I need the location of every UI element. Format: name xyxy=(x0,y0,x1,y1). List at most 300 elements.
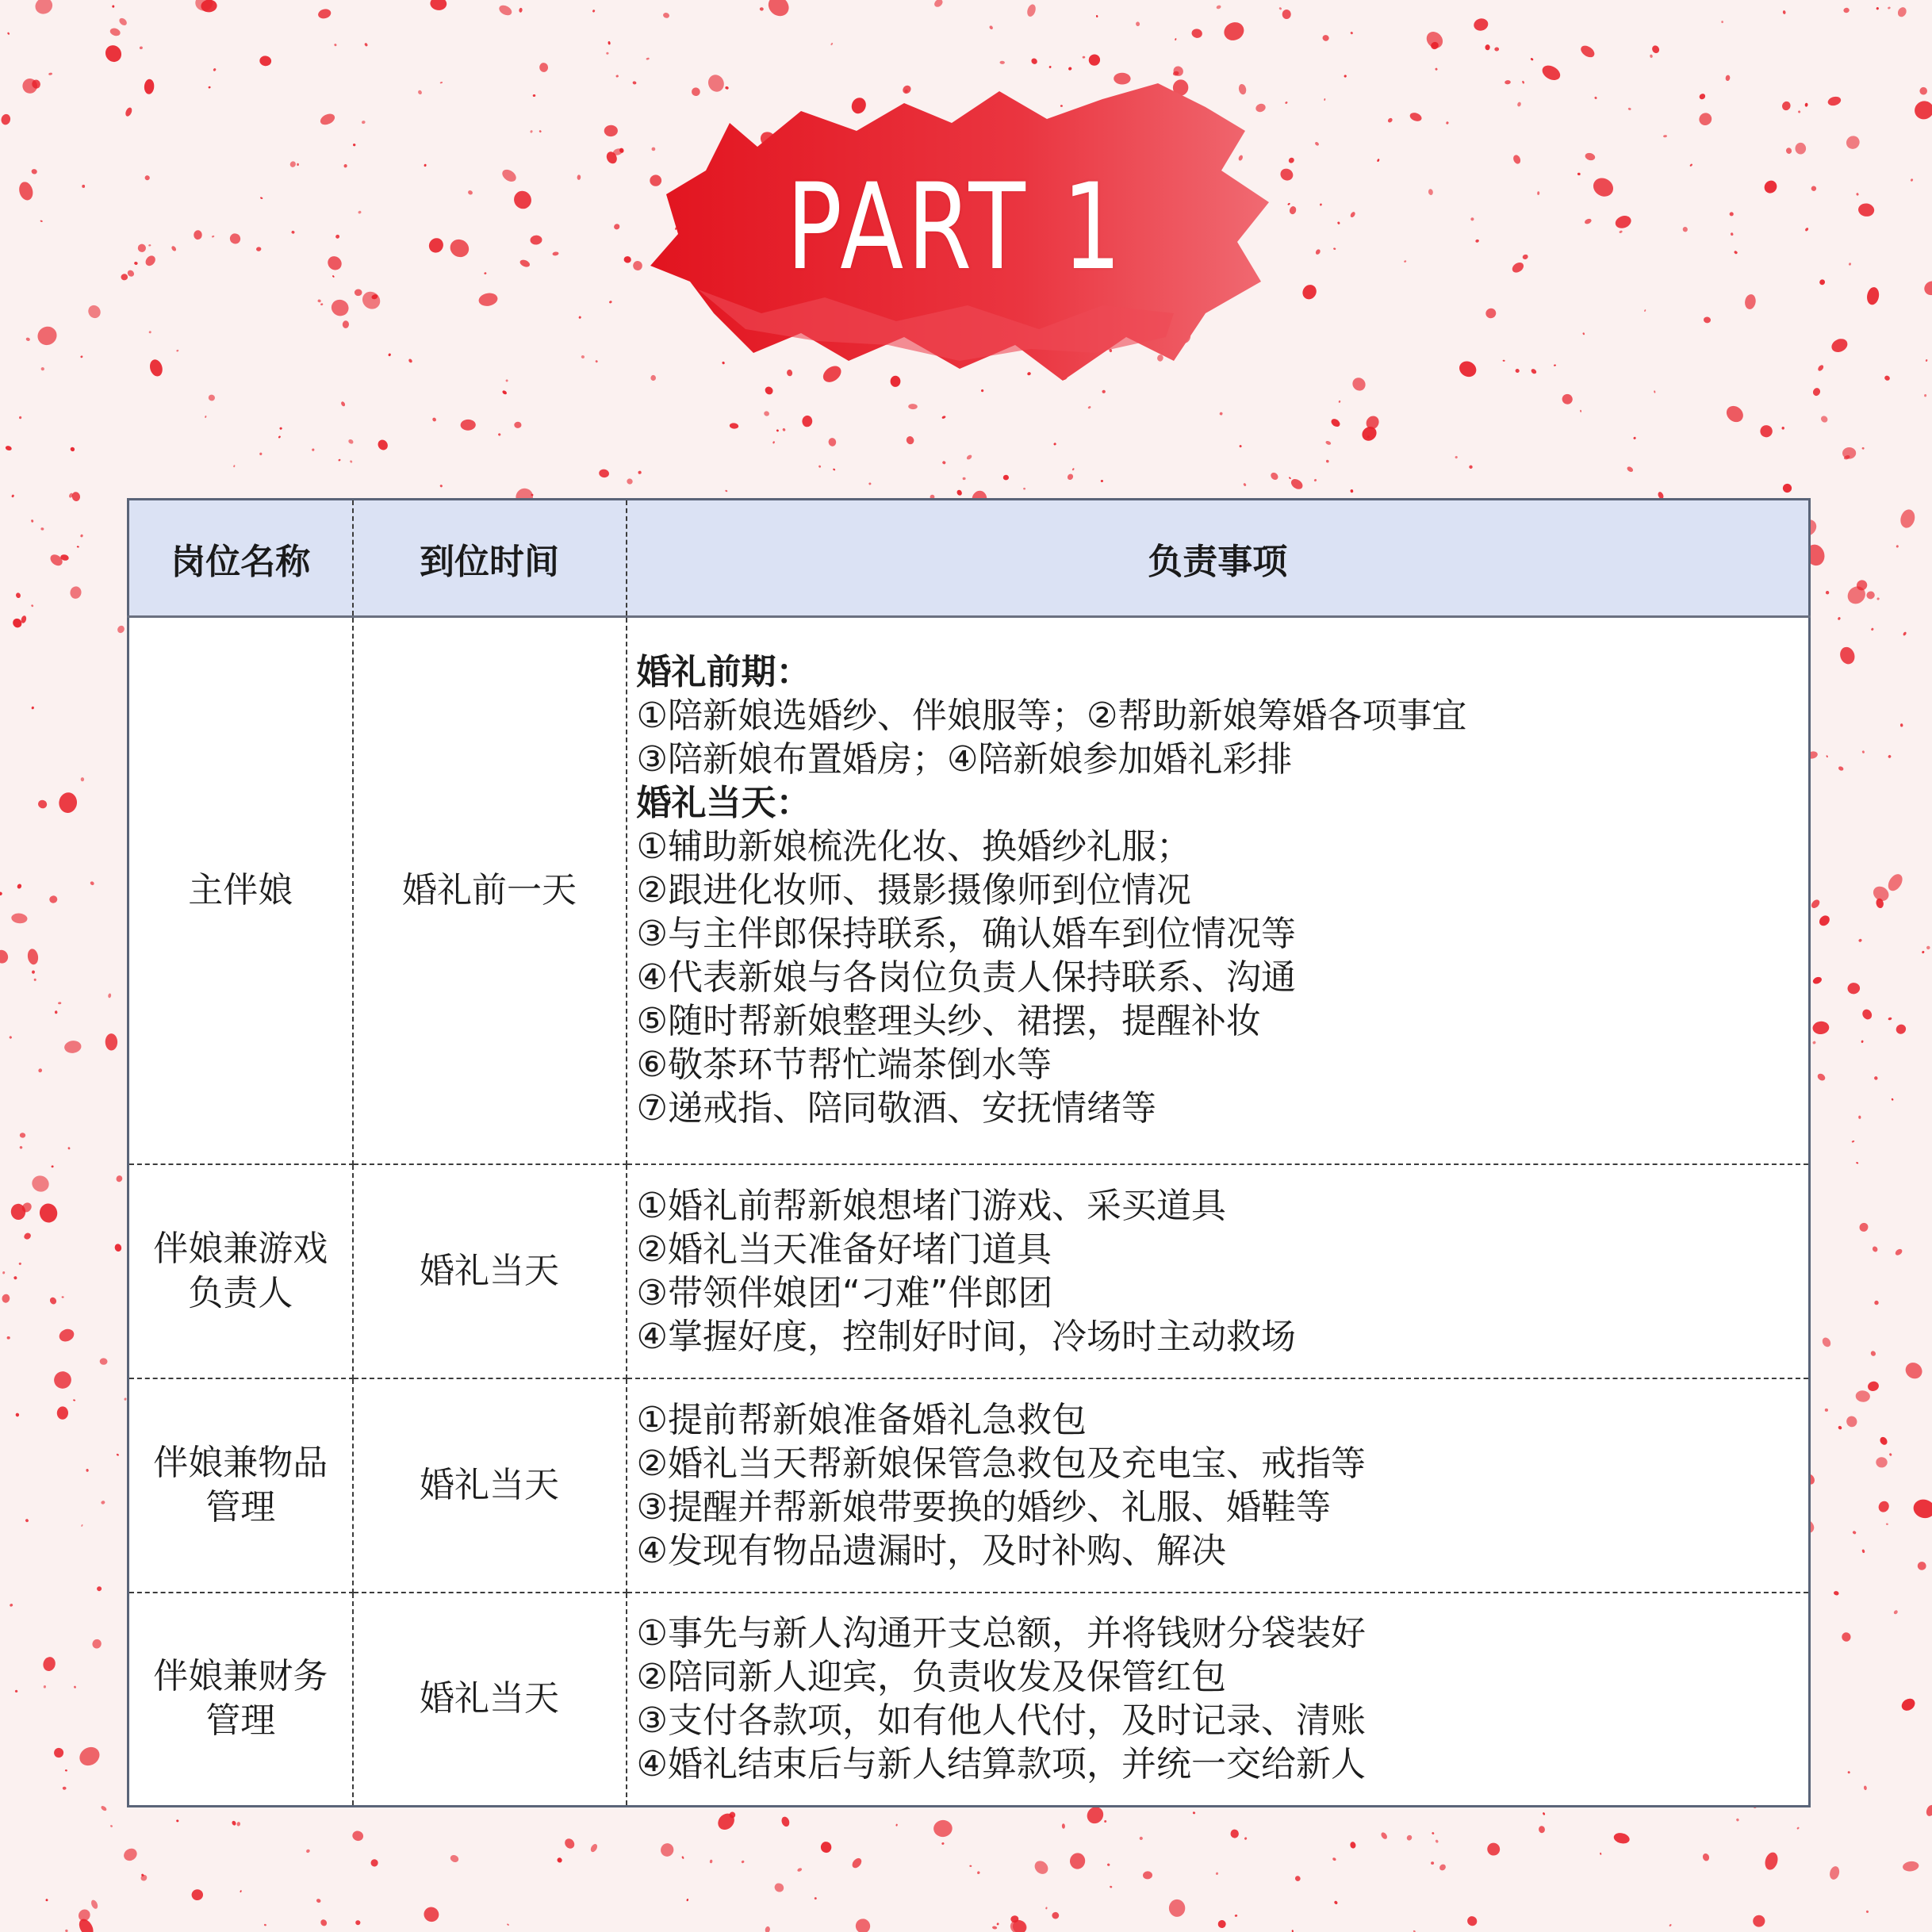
splatter-dot xyxy=(578,316,581,319)
time-cell: 婚礼当天 xyxy=(353,1593,627,1807)
splatter-dot xyxy=(1175,38,1177,40)
splatter-dot xyxy=(260,197,263,199)
splatter-dot xyxy=(289,160,297,168)
splatter-dot xyxy=(519,259,531,268)
splatter-dot xyxy=(19,1145,23,1149)
splatter-dot xyxy=(81,777,85,781)
splatter-dot xyxy=(1543,1812,1546,1815)
splatter-dot xyxy=(1585,151,1597,161)
splatter-dot xyxy=(908,404,918,409)
splatter-dot xyxy=(148,244,151,247)
splatter-dot xyxy=(1522,254,1529,260)
splatter-dot xyxy=(1903,631,1907,636)
splatter-dot xyxy=(264,1923,267,1926)
splatter-dot xyxy=(58,1002,61,1004)
splatter-dot xyxy=(1899,1696,1917,1713)
splatter-dot xyxy=(171,245,177,251)
splatter-dot xyxy=(1104,1820,1107,1823)
splatter-dot xyxy=(358,288,383,312)
splatter-dot xyxy=(1876,597,1880,600)
splatter-dot xyxy=(57,1327,76,1344)
splatter-dot xyxy=(776,429,779,432)
splatter-dot xyxy=(1810,898,1821,910)
splatter-dot xyxy=(941,1842,945,1846)
splatter-dot xyxy=(1825,1409,1828,1412)
splatter-dot xyxy=(1230,1829,1239,1838)
splatter-dot xyxy=(1888,1017,1892,1021)
splatter-dot xyxy=(608,301,612,304)
splatter-dot xyxy=(999,61,1005,65)
splatter-dot xyxy=(7,32,10,35)
splatter-dot xyxy=(1847,982,1861,995)
splatter-dot xyxy=(17,180,35,201)
splatter-dot xyxy=(662,12,670,19)
splatter-dot xyxy=(1858,938,1862,942)
splatter-dot xyxy=(1377,159,1380,163)
splatter-dot xyxy=(1522,80,1525,83)
splatter-dot xyxy=(320,1919,328,1927)
splatter-dot xyxy=(933,1819,953,1837)
role-text: 伴娘兼游戏负责人 xyxy=(153,1228,328,1313)
splatter-dot xyxy=(1865,286,1880,306)
splatter-dot xyxy=(1744,293,1757,310)
splatter-dot xyxy=(1896,6,1908,18)
splatter-dot xyxy=(646,57,650,60)
splatter-dot xyxy=(353,144,356,147)
header-time: 到位时间 xyxy=(353,500,627,617)
splatter-dot xyxy=(1350,1842,1357,1850)
splatter-dot xyxy=(29,1173,52,1194)
splatter-dot xyxy=(71,491,81,502)
splatter-dot xyxy=(37,1068,42,1073)
splatter-dot xyxy=(100,1358,108,1365)
splatter-dot xyxy=(15,1690,18,1693)
splatter-dot xyxy=(1876,1499,1891,1514)
splatter-dot xyxy=(1763,1851,1780,1872)
splatter-dot xyxy=(1888,6,1891,10)
splatter-dot xyxy=(1833,1590,1839,1596)
splatter-dot xyxy=(65,1769,67,1772)
splatter-dot xyxy=(332,275,335,278)
splatter-dot xyxy=(514,422,521,428)
splatter-dot xyxy=(1861,1007,1874,1021)
splatter-dot xyxy=(1087,406,1091,409)
splatter-dot xyxy=(140,46,143,49)
splatter-dot xyxy=(1485,307,1497,320)
splatter-dot xyxy=(90,1899,98,1910)
splatter-dot xyxy=(1879,1436,1889,1447)
splatter-dot xyxy=(1838,616,1842,620)
splatter-dot xyxy=(1889,1453,1892,1456)
splatter-dot xyxy=(114,1243,123,1252)
splatter-dot xyxy=(51,1165,54,1168)
splatter-dot xyxy=(1590,174,1617,200)
splatter-dot xyxy=(1785,147,1792,154)
splatter-dot xyxy=(802,415,813,427)
splatter-dot xyxy=(497,433,501,437)
splatter-dot xyxy=(1438,1863,1447,1872)
splatter-dot xyxy=(1435,1839,1439,1843)
splatter-dot xyxy=(355,1920,361,1925)
splatter-dot xyxy=(279,427,282,430)
splatter-dot xyxy=(1068,1852,1086,1870)
splatter-dot xyxy=(1899,508,1917,529)
splatter-dot xyxy=(1337,221,1340,224)
splatter-dot xyxy=(115,1175,123,1183)
splatter-dot xyxy=(1239,445,1242,448)
splatter-dot xyxy=(1926,945,1930,949)
splatter-dot xyxy=(1554,364,1556,366)
splatter-dot xyxy=(1023,488,1025,490)
splatter-dot xyxy=(27,948,40,965)
splatter-dot xyxy=(1052,1911,1060,1919)
splatter-dot xyxy=(797,1868,803,1873)
splatter-dot xyxy=(1812,1021,1830,1035)
splatter-dot xyxy=(966,454,973,460)
splatter-dot xyxy=(589,1843,599,1853)
splatter-dot xyxy=(1510,260,1525,274)
splatter-dot xyxy=(1332,1857,1337,1861)
splatter-dot xyxy=(1856,1162,1859,1164)
splatter-dot xyxy=(1729,212,1734,216)
splatter-dot xyxy=(259,55,271,67)
splatter-dot xyxy=(1838,765,1844,771)
splatter-dot xyxy=(105,1033,118,1051)
duty-item: ①婚礼前帮新娘想堵门游戏、采买道具 xyxy=(636,1185,1226,1226)
splatter-dot xyxy=(1469,465,1473,469)
duty-item: ②陪同新人迎宾，负责收发及保管红包 xyxy=(636,1657,1226,1698)
splatter-dot xyxy=(1781,100,1792,111)
splatter-dot xyxy=(1579,44,1597,60)
splatter-dot xyxy=(710,1859,713,1863)
duty-item: ③与主伴郎保持联系，确认婚车到位情况等 xyxy=(636,914,1296,955)
splatter-dot xyxy=(48,72,52,75)
splatter-dot xyxy=(1619,230,1623,233)
splatter-dot xyxy=(17,884,22,890)
splatter-dot xyxy=(1193,1811,1196,1815)
splatter-dot xyxy=(1828,1865,1841,1880)
splatter-dot xyxy=(933,0,944,9)
splatter-dot xyxy=(563,1837,577,1850)
splatter-dot xyxy=(830,42,834,45)
time-cell: 婚礼当天 xyxy=(353,1164,627,1378)
duty-item: ⑥敬茶环节帮忙端茶倒水等 xyxy=(636,1045,1052,1086)
splatter-dot xyxy=(5,445,12,451)
splatter-dot xyxy=(1580,410,1581,412)
duty-item: ③支付各款项，如有他人代付，及时记录、清账 xyxy=(636,1700,1366,1742)
splatter-dot xyxy=(1911,98,1932,122)
splatter-dot xyxy=(1066,473,1074,481)
splatter-dot xyxy=(782,427,786,431)
splatter-dot xyxy=(1838,1425,1842,1430)
splatter-dot xyxy=(228,232,242,246)
splatter-dot xyxy=(1071,468,1075,471)
splatter-dot xyxy=(532,94,535,98)
splatter-dot xyxy=(340,401,346,407)
splatter-dot xyxy=(125,106,133,117)
splatter-dot xyxy=(351,1830,365,1842)
splatter-dot xyxy=(1830,336,1850,355)
splatter-dot xyxy=(1169,1899,1186,1917)
splatter-dot xyxy=(80,355,83,358)
role-text: 伴娘兼财务管理 xyxy=(153,1656,328,1742)
splatter-dot xyxy=(1817,364,1825,372)
splatter-dot xyxy=(1577,173,1581,176)
splatter-dot xyxy=(552,251,559,256)
splatter-dot xyxy=(1350,211,1356,218)
duty-item: ④发现有物品遗漏时，及时补购、解决 xyxy=(636,1530,1226,1571)
splatter-dot xyxy=(772,441,775,444)
splatter-dot xyxy=(291,230,295,234)
splatter-dot xyxy=(431,417,437,423)
splatter-dot xyxy=(1030,57,1038,65)
splatter-dot xyxy=(278,435,281,439)
splatter-dot xyxy=(319,112,337,127)
splatter-dot xyxy=(342,320,349,328)
splatter-dot xyxy=(1819,415,1829,424)
splatter-dot xyxy=(815,1897,818,1900)
splatter-dot xyxy=(1350,375,1368,393)
splatter-dot xyxy=(81,1524,83,1527)
splatter-dot xyxy=(13,1276,17,1280)
splatter-dot xyxy=(1842,1632,1851,1642)
splatter-dot xyxy=(86,1469,89,1472)
splatter-dot xyxy=(256,247,262,251)
splatter-dot xyxy=(507,1923,509,1926)
splatter-dot xyxy=(467,190,473,195)
splatter-dot xyxy=(329,297,351,318)
splatter-dot xyxy=(90,1638,102,1650)
splatter-dot xyxy=(1922,950,1925,953)
duty-item: ⑦递戒指、陪同敬酒、安抚情绪等 xyxy=(636,1088,1156,1129)
splatter-dot xyxy=(1404,260,1407,263)
duties-cell xyxy=(627,1593,1810,1807)
splatter-dot xyxy=(23,1232,33,1240)
splatter-dot xyxy=(1315,248,1321,255)
role-text: 伴娘兼物品管理 xyxy=(153,1442,328,1528)
splatter-dot xyxy=(1817,914,1831,928)
splatter-dot xyxy=(1485,1840,1502,1857)
splatter-dot xyxy=(325,254,345,274)
splatter-dot xyxy=(1821,1336,1833,1349)
splatter-dot xyxy=(1003,475,1009,481)
splatter-dot xyxy=(759,7,764,11)
splatter-dot xyxy=(1062,1823,1065,1829)
splatter-dot xyxy=(1654,390,1655,393)
table-row xyxy=(128,1164,1810,1378)
splatter-dot xyxy=(439,82,443,84)
splatter-dot xyxy=(765,1926,771,1932)
splatter-dot xyxy=(31,604,34,608)
splatter-dot xyxy=(1614,213,1633,230)
splatter-dot xyxy=(626,477,633,485)
splatter-dot xyxy=(231,1820,236,1827)
splatter-dot xyxy=(176,1819,179,1822)
splatter-dot xyxy=(1827,95,1842,107)
splatter-dot xyxy=(1857,202,1875,217)
splatter-dot xyxy=(1143,1871,1153,1880)
duty-item: ①辅助新娘梳洗化妆、换婚纱礼服； xyxy=(636,826,1191,868)
splatter-dot xyxy=(1891,1098,1893,1101)
splatter-dot xyxy=(1795,143,1806,155)
splatter-dot xyxy=(1865,590,1876,600)
splatter-dot xyxy=(1825,590,1830,595)
splatter-dot xyxy=(176,349,179,352)
splatter-dot xyxy=(362,121,366,125)
splatter-dot xyxy=(426,236,446,256)
splatter-dot xyxy=(1350,489,1354,493)
splatter-dot xyxy=(1516,102,1521,107)
splatter-dot xyxy=(1843,7,1850,13)
splatter-dot xyxy=(1902,1861,1919,1873)
splatter-dot xyxy=(868,482,872,485)
splatter-dot xyxy=(604,125,618,136)
splatter-dot xyxy=(15,1413,20,1417)
splatter-dot xyxy=(1627,107,1631,110)
splatter-dot xyxy=(941,416,946,420)
duty-item: ③陪新娘布置婚房；④陪新娘参加婚礼彩排 xyxy=(636,739,1293,780)
duty-item: ①提前帮新娘准备婚礼急救包 xyxy=(636,1399,1087,1440)
splatter-dot xyxy=(989,25,994,29)
splatter-dot xyxy=(1326,460,1329,463)
splatter-dot xyxy=(1723,403,1746,426)
splatter-dot xyxy=(1871,627,1874,631)
splatter-dot xyxy=(1428,189,1433,196)
splatter-dot xyxy=(1350,31,1353,34)
role-cell xyxy=(128,1164,353,1378)
splatter-dot xyxy=(1861,1040,1863,1043)
splatter-dot xyxy=(1851,1140,1854,1144)
splatter-dot xyxy=(1855,1390,1870,1403)
splatter-dot xyxy=(905,435,915,446)
splatter-dot xyxy=(1435,67,1438,71)
splatter-dot xyxy=(233,465,236,467)
role-cell xyxy=(128,1378,353,1593)
splatter-dot xyxy=(74,1685,77,1689)
header-role: 岗位名称 xyxy=(128,500,353,617)
splatter-dot xyxy=(40,220,43,222)
splatter-dot xyxy=(956,489,963,496)
splatter-dot xyxy=(82,185,85,188)
splatter-dot xyxy=(10,1603,13,1607)
section-heading: 婚礼前期： xyxy=(636,652,811,693)
title-banner xyxy=(619,75,1293,401)
splatter-dot xyxy=(109,27,121,37)
splatter-dot xyxy=(1278,7,1282,10)
splatter-dot xyxy=(1761,178,1779,195)
splatter-dot xyxy=(1110,1885,1113,1888)
splatter-dot xyxy=(1872,1245,1879,1252)
splatter-dot xyxy=(1048,66,1051,69)
splatter-dot xyxy=(977,1871,980,1874)
splatter-dot xyxy=(1561,393,1574,405)
splatter-dot xyxy=(148,358,165,378)
splatter-dot xyxy=(116,1454,119,1457)
splatter-dot xyxy=(1918,86,1929,97)
splatter-dot xyxy=(240,1890,242,1893)
splatter-dot xyxy=(1475,239,1480,243)
splatter-dot xyxy=(1894,1248,1903,1256)
splatter-dot xyxy=(606,52,608,55)
splatter-dot xyxy=(1473,17,1489,32)
splatter-dot xyxy=(1457,358,1479,380)
splatter-dot xyxy=(1861,447,1865,450)
duty-item: ⑤随时帮新娘整理头纱、裙摆，提醒补妆 xyxy=(636,1001,1261,1042)
splatter-dot xyxy=(56,1406,68,1420)
splatter-dot xyxy=(45,1899,48,1901)
splatter-dot xyxy=(208,394,216,402)
splatter-dot xyxy=(1083,56,1086,59)
splatter-dot xyxy=(1844,133,1862,151)
splatter-dot xyxy=(1216,1872,1219,1875)
splatter-dot xyxy=(102,42,125,64)
splatter-dot xyxy=(1530,368,1537,375)
splatter-dot xyxy=(212,235,215,238)
splatter-dot xyxy=(1888,754,1892,758)
splatter-dot xyxy=(430,0,447,11)
splatter-dot xyxy=(101,1501,105,1505)
splatter-dot xyxy=(1826,755,1828,758)
splatter-dot xyxy=(1300,282,1319,302)
splatter-dot xyxy=(1893,1609,1899,1615)
splatter-dot xyxy=(335,234,340,240)
duties-cell xyxy=(627,617,1810,1164)
splatter-dot xyxy=(1870,1350,1877,1357)
splatter-dot xyxy=(1191,28,1203,39)
splatter-dot xyxy=(317,299,321,303)
splatter-dot xyxy=(1856,193,1859,196)
splatter-dot xyxy=(205,416,207,418)
splatter-dot xyxy=(144,79,155,94)
splatter-dot xyxy=(1702,1853,1711,1862)
splatter-dot xyxy=(1314,141,1320,147)
splatter-dot xyxy=(1894,1022,1907,1036)
splatter-dot xyxy=(1515,368,1520,374)
splatter-dot xyxy=(763,410,770,416)
splatter-dot xyxy=(1455,455,1458,458)
splatter-dot xyxy=(581,355,585,359)
splatter-dot xyxy=(820,1841,832,1853)
splatter-dot xyxy=(70,447,76,453)
splatter-dot xyxy=(1669,1924,1672,1927)
splatter-dot xyxy=(1269,471,1279,481)
splatter-dot xyxy=(1068,67,1072,71)
splatter-dot xyxy=(213,67,217,71)
splatter-dot xyxy=(595,360,598,363)
splatter-dot xyxy=(408,358,412,364)
splatter-dot xyxy=(502,389,508,395)
splatter-dot xyxy=(1783,10,1786,14)
splatter-dot xyxy=(1867,1380,1880,1392)
splatter-dot xyxy=(1696,110,1714,128)
splatter-dot xyxy=(259,452,262,455)
splatter-dot xyxy=(1431,1861,1434,1865)
duty-item: ④婚礼结束后与新人结算款项，并统一交给新人 xyxy=(636,1744,1366,1785)
splatter-dot xyxy=(1333,1900,1338,1905)
splatter-dot xyxy=(388,353,391,356)
splatter-dot xyxy=(424,163,427,167)
splatter-dot xyxy=(136,243,147,253)
splatter-dot xyxy=(1811,976,1823,985)
splatter-dot xyxy=(25,337,30,342)
splatter-dot xyxy=(1502,360,1505,362)
splatter-dot xyxy=(1917,1562,1926,1571)
splatter-dot xyxy=(80,534,83,538)
splatter-dot xyxy=(1804,102,1807,106)
splatter-dot xyxy=(121,1846,139,1863)
splatter-dot xyxy=(100,1805,107,1812)
splatter-dot xyxy=(1633,436,1636,439)
